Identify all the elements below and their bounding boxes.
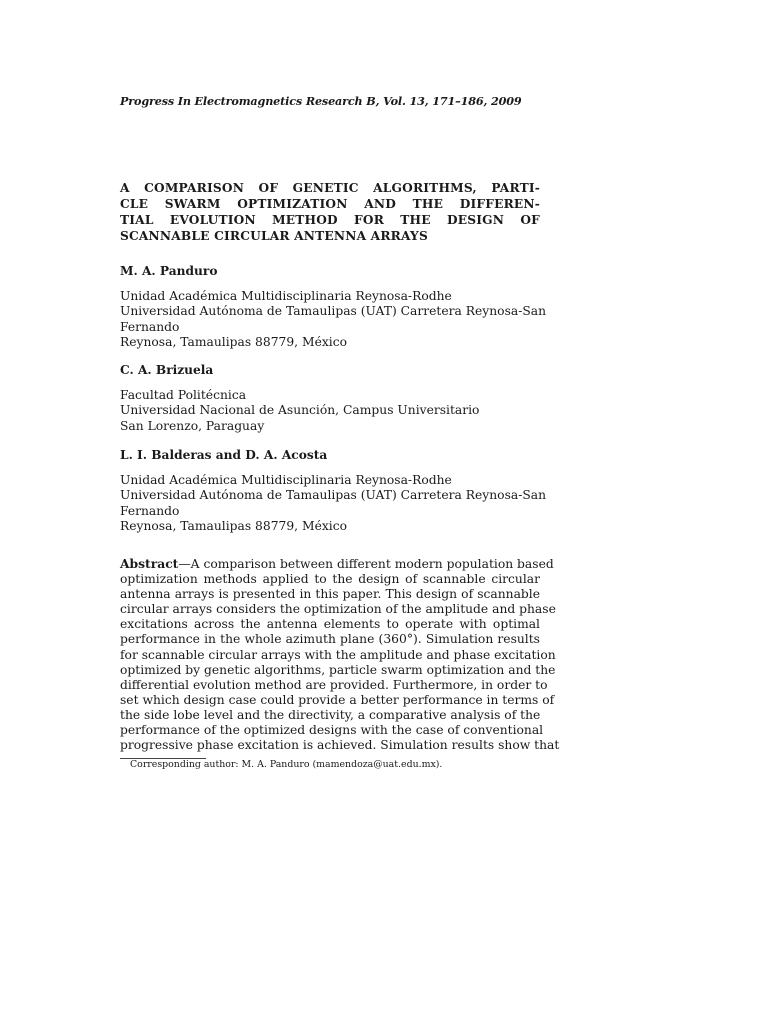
abstract-line: optimization methods applied to the design of scannable circular [120, 572, 540, 587]
affiliation-line: Facultad Politécnica [120, 388, 247, 402]
abstract [120, 556, 560, 753]
author-name: L. I. Balderas and D. A. Acosta [120, 448, 328, 462]
title-line: A COMPARISON OF GENETIC ALGORITHMS, PARTI- [120, 181, 540, 195]
title-line: CLE SWARM OPTIMIZATION AND THE DIFFEREN- [120, 197, 540, 211]
title-line: TIAL EVOLUTION METHOD FOR THE DESIGN OF [120, 213, 540, 227]
affiliation-line: Unidad Académica Multidisciplinaria Reynosa-Rodhe [120, 473, 452, 487]
affiliation-line: Unidad Académica Multidisciplinaria Reynosa-Rodhe [120, 289, 452, 303]
abstract-line: progressive phase excitation is achieved. Simulation results show that [120, 738, 560, 753]
author-block [120, 362, 540, 434]
affiliation-line: Universidad Autónoma de Tamaulipas (UAT) Carretera Reynosa-San [120, 488, 547, 503]
paper-title [120, 180, 540, 244]
abstract-line: set which design case could provide a better performance in terms of [120, 692, 555, 707]
affiliation-line: Reynosa, Tamaulipas 88779, México [120, 334, 348, 349]
abstract-line: performance of the optimized designs with the case of conventional [120, 723, 544, 738]
abstract-line: optimized by genetic algorithms, particle swarm optimization and the [120, 662, 556, 677]
abstract-label: Abstract [120, 556, 179, 571]
affiliation-line: Fernando [120, 503, 180, 518]
author-block [120, 447, 547, 534]
corresponding-author-footnote: Corresponding author: M. A. Panduro (mamendoza@uat.edu.mx). [130, 759, 443, 770]
affiliation-line: Universidad Nacional de Asunción, Campus Universitario [120, 403, 480, 418]
author-affiliation [120, 289, 547, 350]
abstract-line: circular arrays considers the optimization of the amplitude and phase [120, 602, 556, 617]
abstract-line: the side lobe level and the directivity, a comparative analysis of the [120, 707, 541, 722]
abstract-line: antenna arrays is presented in this paper. This design of scannable [120, 587, 540, 602]
abstract-line: for scannable circular arrays with the amplitude and phase excitation [120, 647, 556, 662]
affiliation-line: San Lorenzo, Paraguay [120, 418, 265, 433]
author-name: C. A. Brizuela [120, 363, 214, 377]
abstract-line: excitations across the antenna elements to operate with optimal [120, 617, 540, 632]
abstract-line: differential evolution method are provided. Furthermore, in order to [120, 677, 548, 692]
author-affiliation [120, 473, 547, 534]
affiliation-line: Reynosa, Tamaulipas 88779, México [120, 518, 348, 533]
abstract-line: performance in the whole azimuth plane (360°). Simulation results [120, 632, 540, 647]
author-affiliation [120, 388, 540, 434]
journal-citation: Progress In Electromagnetics Research B, Vol. 13, 171–186, 2009 [120, 94, 522, 108]
affiliation-line: Fernando [120, 319, 180, 334]
abstract-line [120, 556, 554, 572]
author-name: M. A. Panduro [120, 264, 218, 278]
author-block [120, 263, 547, 350]
abstract-first-text: —A comparison between different modern population based [178, 557, 554, 571]
affiliation-line: Universidad Autónoma de Tamaulipas (UAT) Carretera Reynosa-San [120, 304, 547, 319]
title-line: SCANNABLE CIRCULAR ANTENNA ARRAYS [120, 229, 428, 243]
